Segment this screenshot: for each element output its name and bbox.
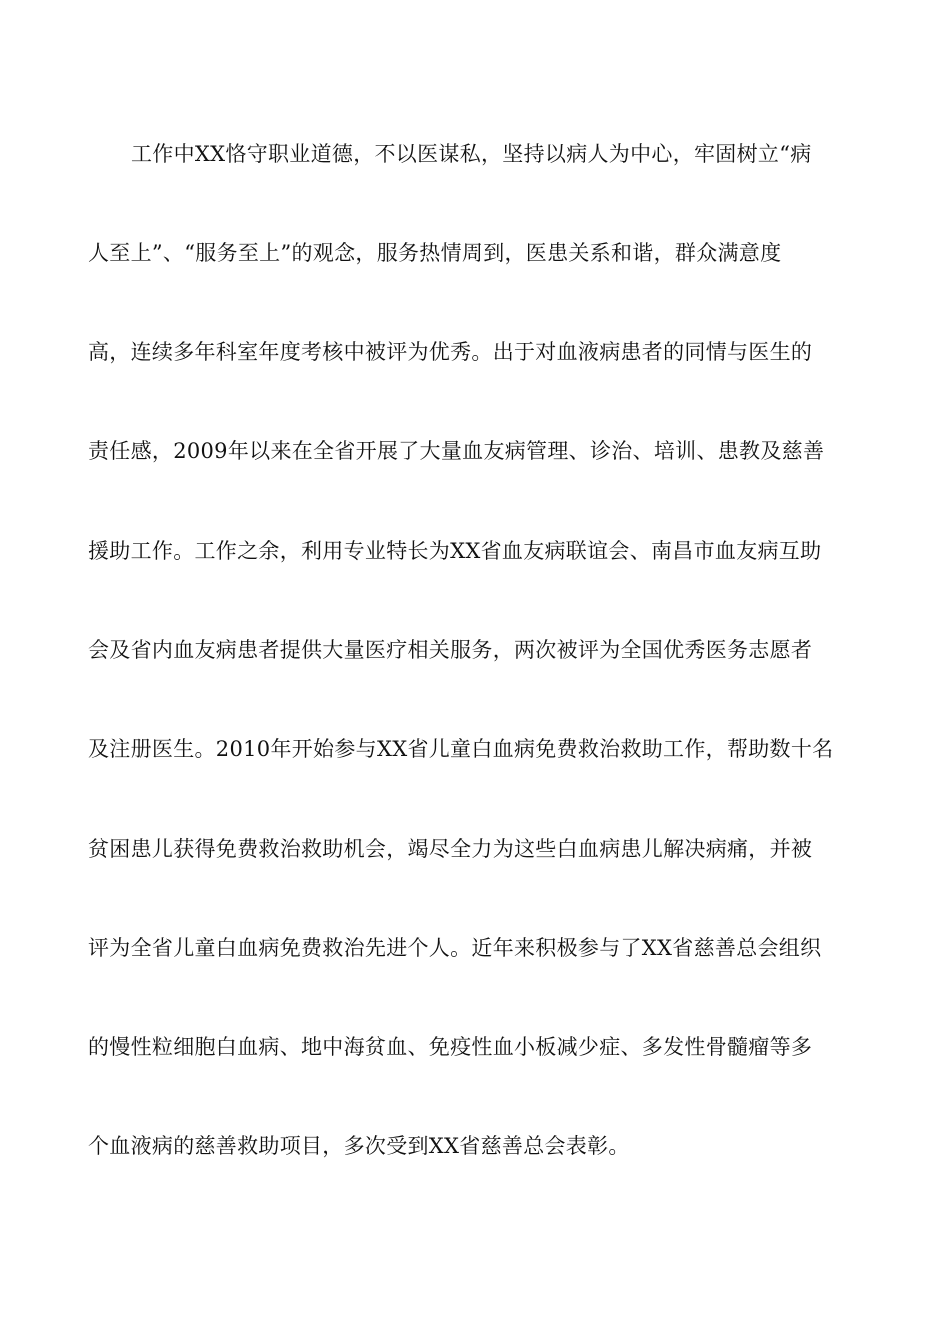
- paragraph-line: 工作中XX恪守职业道德，不以医谋私，坚持以病人为中心，牢固树立“病: [131, 142, 812, 166]
- paragraph-line: 评为全省儿童白血病免费救治先进个人。近年来积极参与了XX省慈善总会组织: [88, 936, 822, 960]
- paragraph-line: 援助工作。工作之余，利用专业特长为XX省血友病联谊会、南昌市血友病互助: [88, 539, 822, 563]
- paragraph-line: 的慢性粒细胞白血病、地中海贫血、免疫性血小板减少症、多发性骨髓瘤等多: [88, 1035, 813, 1059]
- paragraph-line: 高，连续多年科室年度考核中被评为优秀。出于对血液病患者的同情与医生的: [88, 340, 813, 364]
- paragraph-line: 人至上”、“服务至上”的观念，服务热情周到，医患关系和谐，群众满意度: [88, 241, 782, 265]
- paragraph-line: 会及省内血友病患者提供大量医疗相关服务，两次被评为全国优秀医务志愿者: [88, 638, 813, 662]
- paragraph-line: 及注册医生。2010年开始参与XX省儿童白血病免费救治救助工作，帮助数十名: [88, 737, 834, 761]
- paragraph-line: 个血液病的慈善救助项目，多次受到XX省慈善总会表彰。: [88, 1134, 630, 1158]
- paragraph-line: 贫困患儿获得免费救治救助机会，竭尽全力为这些白血病患儿解决病痛，并被: [88, 837, 813, 861]
- paragraph-line: 责任感，2009年以来在全省开展了大量血友病管理、诊治、培训、患教及慈善: [88, 439, 825, 463]
